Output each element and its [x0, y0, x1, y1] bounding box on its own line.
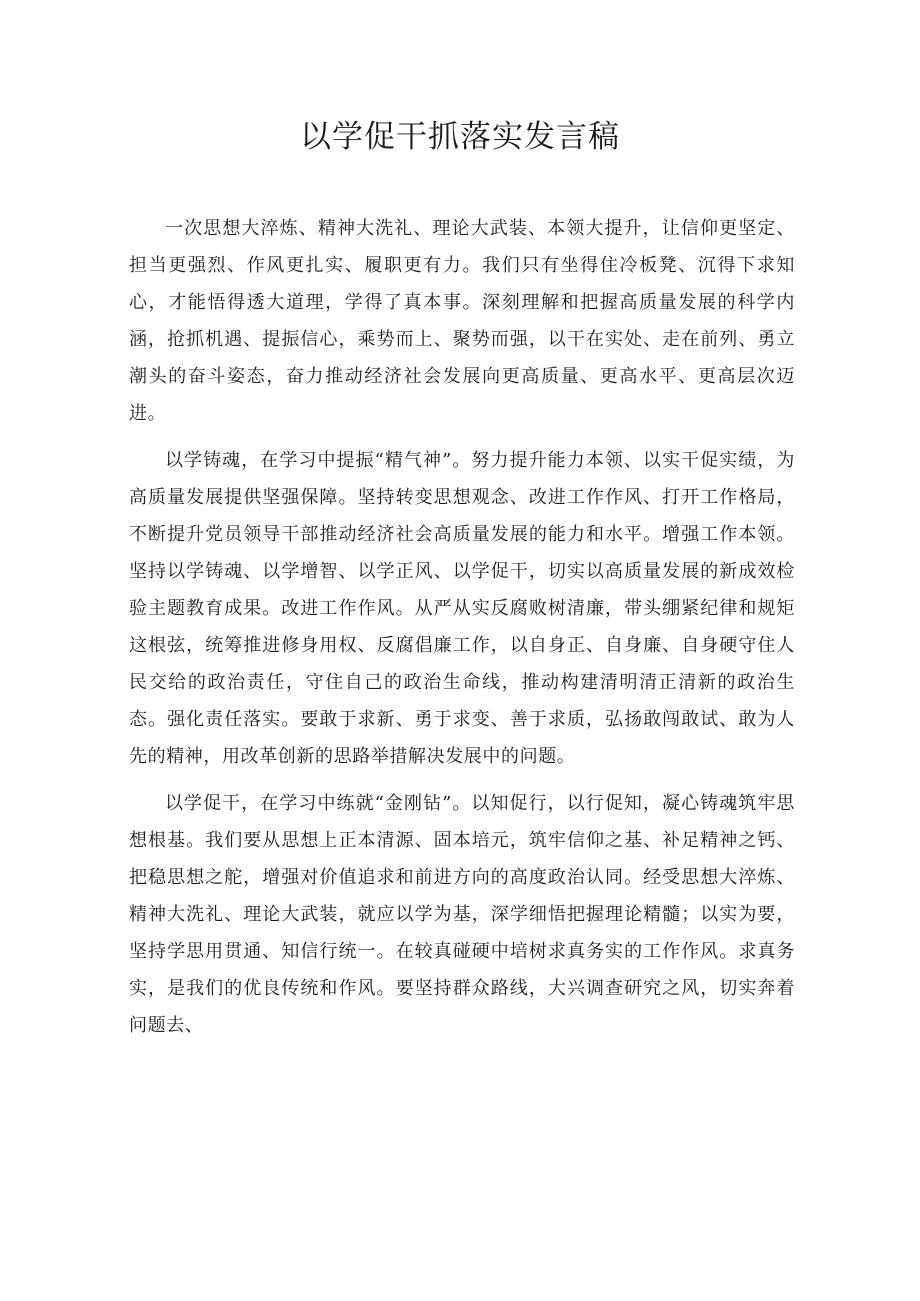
document-title: 以学促干抓落实发言稿 [300, 119, 620, 155]
document-body [129, 210, 795, 1054]
paragraph-3: 以学促干，在学习中练就“金刚钻”。以知促行，以行促知，凝心铸魂筑牢思想根基。我们要从思想上正本清源、固本培元，筑牢信仰之基、补足精神之钙、把稳思想之舵，增强对价值追求和前进方向的高度政治认同。经受思想大淬炼、精神大洗礼、理论大武装，就应以学为基，深学细悟把握理论精髓；以实为要，坚持学思用贯通、知信行统一。在较真碰硬中培树求真务实的工作作风。求真务实，是我们的优良传统和作风。要坚持群众路线，大兴调查研究之风，切实奔着问题去、 [129, 793, 795, 1036]
paragraph-2: 以学铸魂，在学习中提振“精气神”。努力提升能力本领、以实干促实绩，为高质量发展提供坚强保障。坚持转变思想观念、改进工作作风、打开工作格局，不断提升党员领导干部推动经济社会高质量发展的能力和水平。增强工作本领。坚持以学铸魂、以学增智、以学正风、以学促干，切实以高质量发展的新成效检验主题教育成果。改进工作作风。从严从实反腐败树清廉，带头绷紧纪律和规矩这根弦，统筹推进修身用权、反腐倡廉工作，以自身正、自身廉、自身硬守住人民交给的政治责任，守住自己的政治生命线，推动构建清明清正清新的政治生态。强化责任落实。要敢于求新、勇于求变、善于求质，弘扬敢闯敢试、敢为人先的精神，用改革创新的思路举措解决发展中的问题。 [129, 450, 795, 767]
paragraph-1: 一次思想大淬炼、精神大洗礼、理论大武装、本领大提升，让信仰更坚定、担当更强烈、作风更扎实、履职更有力。我们只有坐得住冷板凳、沉得下求知心，才能悟得透大道理，学得了真本事。深刻理解和把握高质量发展的科学内涵，抢抓机遇、提振信心，乘势而上、聚势而强，以干在实处、走在前列、勇立潮头的奋斗姿态，奋力推动经济社会发展向更高质量、更高水平、更高层次迈进。 [129, 218, 795, 424]
